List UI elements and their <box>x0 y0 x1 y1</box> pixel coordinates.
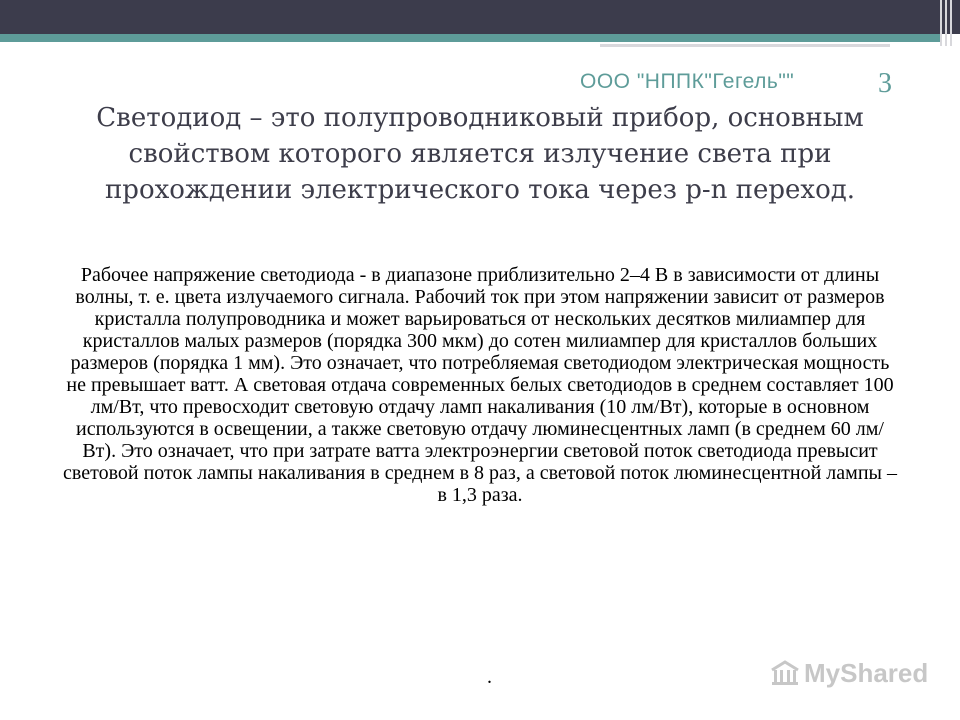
top-bar <box>0 0 960 34</box>
slide-body: Рабочее напряжение светодиода - в диапазоне приблизительно 2–4 В в зависимости от длины волны, т. е. цвета излучаемого сигнала. Рабочий ток при этом напряжении зависит от размеров кристалла полупроводника и может варьироваться от нескольких десятков милиампер для кристаллов малых размеров (порядка 300 мкм) до сотен милиампер для кристаллов больших размеров (порядка 1 мм). Это означает, что потребляемая светодиодом электрическая мощность не превышает ватт. А световая отдача современных белых светодиодов в среднем составляет 100 лм/Вт, что превосходит световую отдачу ламп накаливания (10 лм/Вт), которые в основном используются в освещении, а также световую отдачу люминесцентных ламп (в среднем 60 лм/Вт). Это означает, что при затрате ватта электроэнергии световой поток светодиода превысит световой поток лампы накаливания в среднем в 8 раз, а световой поток люминесцентной лампы – в 1,3 раза. <box>63 264 897 506</box>
accent-line <box>0 34 940 42</box>
slide-number: 3 <box>878 68 892 99</box>
edge-decoration <box>940 0 954 46</box>
watermark <box>770 656 928 690</box>
watermark-logo-icon <box>770 660 800 686</box>
company-name: ООО "НППК"Гегель"" <box>580 70 795 93</box>
watermark-text: MyShared <box>804 657 929 688</box>
footer-dot: . <box>487 666 492 688</box>
slide-title: Светодиод – это полупроводниковый прибор, основным свойством которого является излучение света при прохождении электрического тока через p-n переход. <box>96 103 864 205</box>
accent-thin-line <box>600 44 890 47</box>
